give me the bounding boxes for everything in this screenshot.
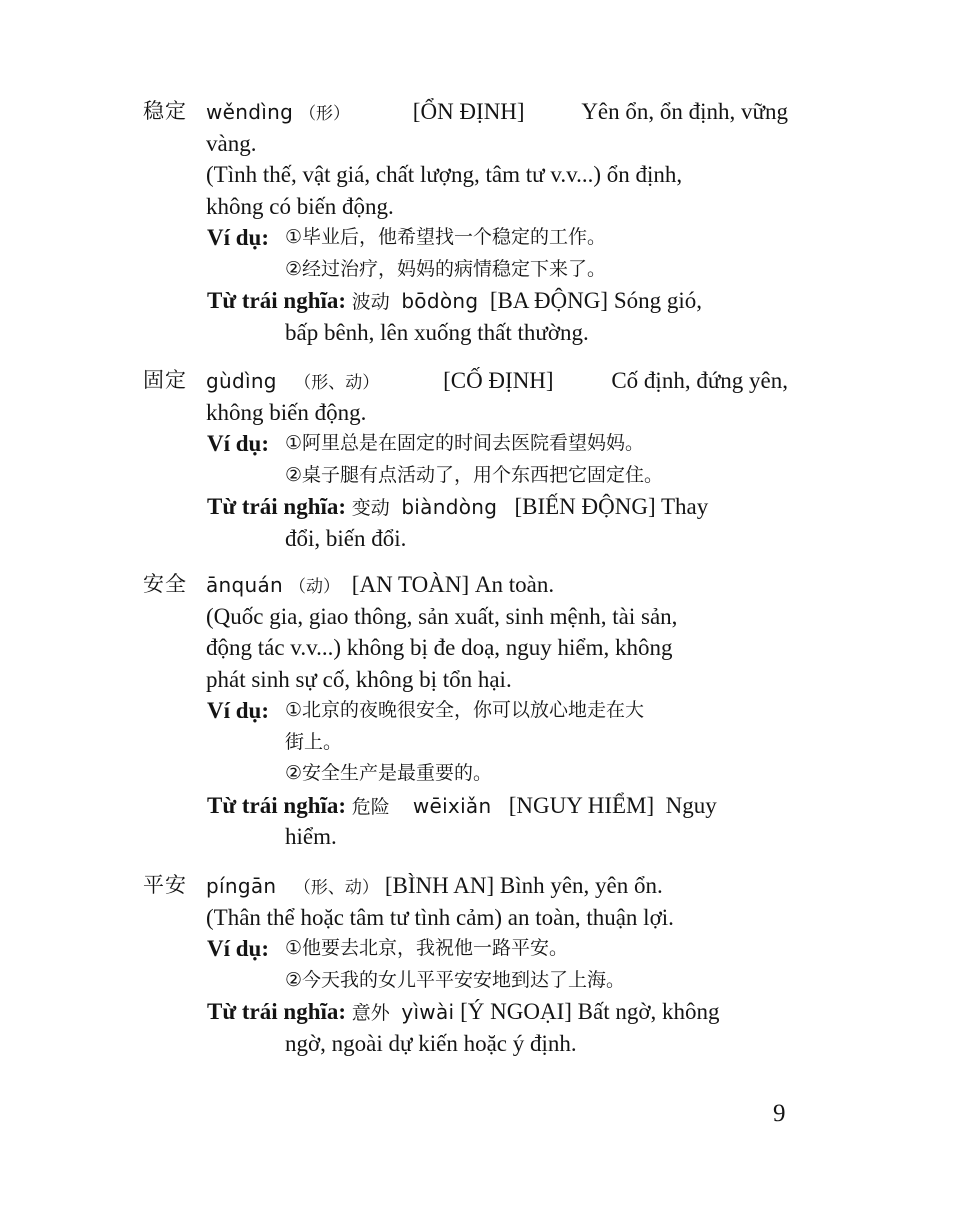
antonym-sino-vietnamese: [Ý NGOẠI] xyxy=(460,999,572,1024)
antonym-meaning-cont: hiểm. xyxy=(285,824,337,849)
antonym-row xyxy=(143,491,793,523)
antonym-hanzi: 危险 xyxy=(351,795,390,818)
part-of-speech: （形） xyxy=(299,104,351,124)
example-sentence: ②桌子腿有点活动了，用个东西把它固定住。 xyxy=(285,463,664,486)
sino-vietnamese: [CỐ ĐỊNH] xyxy=(443,368,554,393)
antonym-pinyin: bōdòng xyxy=(401,289,479,313)
antonym-meaning-cont: đổi, biến đổi. xyxy=(285,525,407,551)
example-label: Ví dụ: xyxy=(207,698,269,723)
meaning-cont: không biến động. xyxy=(206,399,367,425)
entry-guding xyxy=(143,365,793,554)
context: (Tình thế, vật giá, chất lượng, tâm tư v.v...) ổn định, xyxy=(206,162,683,187)
example-label: Ví dụ: xyxy=(207,431,269,456)
example-sentence: ①他要去北京，我祝他一路平安。 xyxy=(285,937,569,959)
antonym-meaning: Nguy xyxy=(665,792,717,818)
meaning: Cố định, đứng yên, xyxy=(611,368,788,393)
meaning: Yên ổn, ổn định, vững xyxy=(581,99,788,124)
antonym-label: Từ trái nghĩa: xyxy=(207,288,347,313)
pinyin: ānquán xyxy=(206,573,284,597)
pinyin: píngān xyxy=(206,874,277,898)
example-label: Ví dụ: xyxy=(207,225,269,250)
entry-header xyxy=(143,870,793,902)
example-row xyxy=(143,933,793,965)
antonym-label: Từ trái nghĩa: xyxy=(207,792,347,818)
example-sentence: ①北京的夜晚很安全，你可以放心地走在大 xyxy=(285,699,645,721)
meaning: An toàn. xyxy=(474,572,555,597)
antonym-row xyxy=(143,790,793,822)
example-label: Ví dụ: xyxy=(207,936,269,961)
entry-anquan xyxy=(143,569,793,853)
context: (Quốc gia, giao thông, sản xuất, sinh mệnh, tài sản, xyxy=(206,603,678,629)
entry-header xyxy=(143,569,793,601)
antonym-meaning-cont: bấp bênh, lên xuống thất thường. xyxy=(285,319,589,345)
antonym-meaning-cont: ngờ, ngoài dự kiến hoặc ý định. xyxy=(285,1030,577,1056)
antonym-hanzi: 意外 xyxy=(351,1002,390,1024)
meaning-cont: vàng. xyxy=(206,130,257,156)
antonym-meaning: Bất ngờ, không xyxy=(577,999,720,1024)
example-sentence: ①阿里总是在固定的时间去医院看望妈妈。 xyxy=(285,432,645,454)
part-of-speech: （形、动） xyxy=(293,878,379,898)
antonym-pinyin: yìwài xyxy=(401,1000,455,1024)
headword: 固定 xyxy=(143,368,187,392)
example-row xyxy=(143,428,793,460)
antonym-meaning: Thay xyxy=(660,494,709,519)
example-sentence: ②安全生产是最重要的。 xyxy=(285,762,493,784)
context-cont: không có biến động. xyxy=(206,193,394,219)
antonym-row xyxy=(143,996,793,1028)
sino-vietnamese: [AN TOÀN] xyxy=(351,572,470,597)
headword: 安全 xyxy=(143,572,187,596)
antonym-row xyxy=(143,285,793,317)
pinyin: wěndìng xyxy=(206,100,294,124)
meaning: Bình yên, yên ổn. xyxy=(499,873,663,898)
antonym-sino-vietnamese: [BIẾN ĐỘNG] xyxy=(514,494,656,519)
antonym-pinyin: biàndòng xyxy=(401,495,498,519)
part-of-speech: （形、动） xyxy=(294,373,380,393)
sino-vietnamese: [ỔN ĐỊNH] xyxy=(412,99,525,124)
context-cont: phát sinh sự cố, không bị tổn hại. xyxy=(206,666,512,692)
pinyin: gùdìng xyxy=(206,369,277,393)
entry-header xyxy=(143,365,793,397)
headword: 平安 xyxy=(143,873,187,897)
context: (Thân thể hoặc tâm tư tình cảm) an toàn, thuận lợi. xyxy=(206,904,674,930)
entry-header xyxy=(143,96,793,128)
part-of-speech: （动） xyxy=(289,577,341,597)
context-cont: động tác v.v...) không bị đe doạ, nguy hiểm, không xyxy=(206,635,673,660)
antonym-pinyin: wēixiǎn xyxy=(412,793,492,818)
antonym-hanzi: 波动 xyxy=(351,291,390,313)
example-sentence: ②经过治疗，妈妈的病情稳定下来了。 xyxy=(285,257,607,280)
antonym-label: Từ trái nghĩa: xyxy=(207,494,347,519)
antonym-label: Từ trái nghĩa: xyxy=(207,999,347,1024)
headword: 稳定 xyxy=(143,99,187,123)
sino-vietnamese: [BÌNH AN] xyxy=(384,873,495,898)
example-sentence-cont: 街上。 xyxy=(285,730,343,753)
example-sentence: ②今天我的女儿平平安安地到达了上海。 xyxy=(285,968,626,991)
example-sentence: ①毕业后，他希望找一个稳定的工作。 xyxy=(285,226,607,248)
page-number: 9 xyxy=(773,1100,786,1127)
antonym-meaning: Sóng gió, xyxy=(613,288,702,313)
entry-wending xyxy=(143,96,793,348)
antonym-hanzi: 变动 xyxy=(351,497,390,519)
antonym-sino-vietnamese: [BA ĐỘNG] xyxy=(489,288,609,313)
antonym-sino-vietnamese: [NGUY HIỂM] xyxy=(508,792,655,818)
example-row xyxy=(143,222,793,254)
example-row xyxy=(143,695,793,727)
entry-pingan xyxy=(143,870,793,1059)
